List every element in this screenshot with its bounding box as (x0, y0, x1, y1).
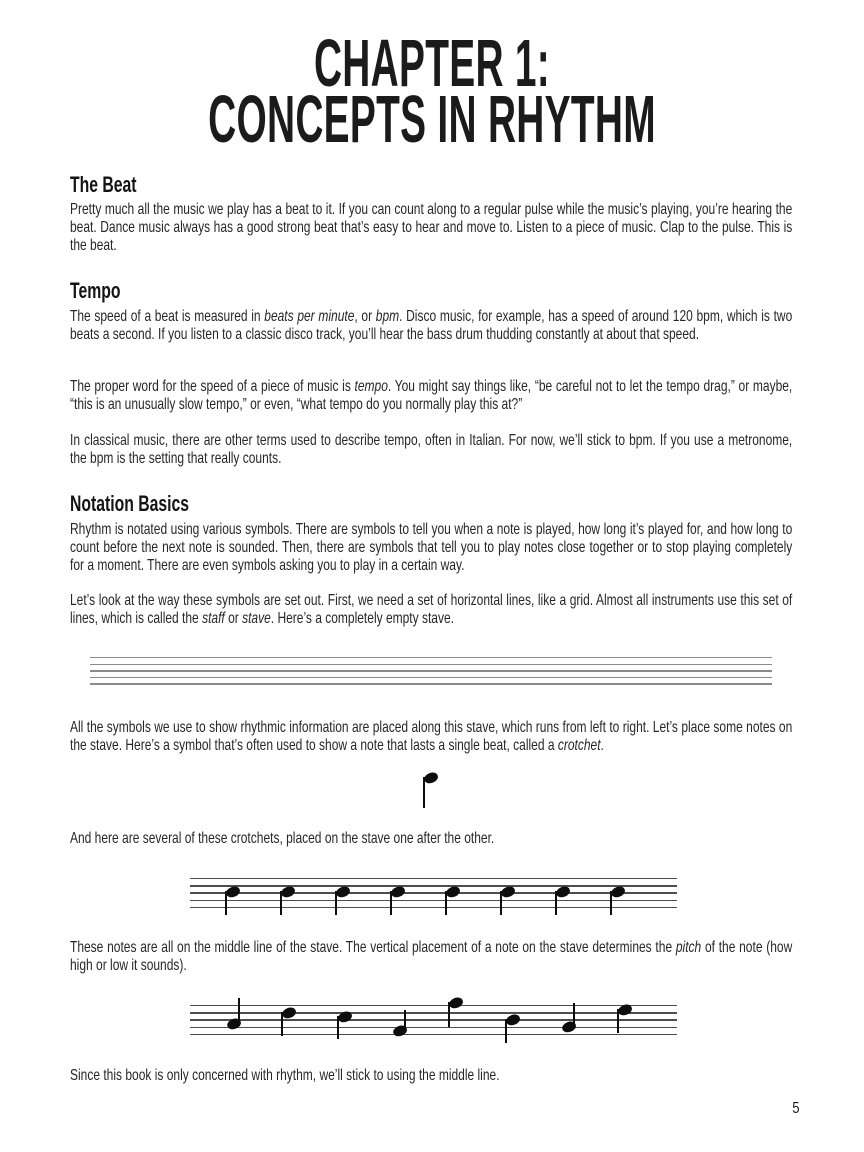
italic-term: beats per minute (264, 308, 355, 325)
paragraph-crotchet-intro (70, 719, 792, 755)
stave-varied-pitch-notes (190, 1005, 677, 1036)
paragraph-notation-1 (70, 521, 792, 575)
note-stem (390, 891, 392, 915)
text-run: Since this book is only concerned with rhythm, we’ll stick to using the middle line. (70, 1067, 500, 1084)
italic-term: crotchet (557, 736, 601, 754)
italic-term: bpm (375, 308, 400, 325)
stave-line (90, 670, 772, 671)
stave-line (190, 1005, 677, 1006)
text-run: These notes are all on the middle line of the stave. The vertical placement of a note on the stave determines the (70, 939, 676, 956)
chapter-title (0, 26, 864, 157)
note-stem (238, 998, 240, 1026)
paragraph-tempo-2 (70, 378, 792, 414)
section-heading-the-beat: The Beat (70, 172, 137, 197)
paragraph-tempo-3 (70, 432, 792, 468)
stave-line (190, 892, 677, 893)
paragraph-notation-2 (70, 592, 792, 628)
stave-line (190, 1027, 677, 1028)
text-run: All the symbols we use to show rhythmic information are placed along this stave, which runs from left to right. Let’s place some notes on the stave. Here’s a symbol that’s often used to show a note that lasts a single beat, called a (70, 719, 793, 754)
paragraph-the-beat (70, 201, 792, 255)
note-stem (281, 1012, 283, 1036)
stave-line (90, 657, 772, 658)
stave-line (190, 1012, 677, 1013)
chapter-title-line2: CONCEPTS IN RHYTHM (208, 82, 656, 157)
chapter-title-line1: CHAPTER 1: (313, 26, 551, 101)
note-stem (448, 1002, 450, 1027)
stave-line (190, 900, 677, 901)
text-run: . Disco music, for example, has a speed of around 120 bpm, which is two beats a second. If you listen to a classic disco track, you’ll hear the bass drum thudding constantly at about that speed. (70, 308, 793, 343)
note-stem (555, 891, 557, 915)
note-stem (445, 891, 447, 915)
note-stem (573, 1003, 575, 1029)
text-run: or (224, 609, 243, 627)
note-stem (500, 891, 502, 915)
stave-line (90, 677, 772, 678)
italic-term: tempo (354, 378, 388, 395)
note-stem (423, 777, 425, 808)
text-run: of the note (how high or low it sounds). (70, 939, 793, 974)
stave-line (190, 907, 677, 908)
paragraph-crotchets-on-stave (70, 830, 792, 848)
stave-line (90, 664, 772, 665)
note-stem (335, 891, 337, 915)
italic-term: staff (202, 609, 225, 627)
paragraph-middle-line (70, 1067, 792, 1085)
stave-line (190, 885, 677, 886)
page-number: 5 (792, 1100, 800, 1117)
note-stem (404, 1010, 406, 1033)
note-stem (225, 891, 227, 915)
section-heading-tempo: Tempo (70, 278, 121, 303)
text-run: The proper word for the speed of a piece of music is (70, 378, 355, 395)
text-run: Rhythm is notated using various symbols. There are symbols to tell you when a note is played, how long it’s played for, and how long to count before the next note is sounded. Then, there are symbols that tell you to play notes close together or to stop playing completely for a moment. There are even symbols asking you to play in a certain way. (70, 521, 793, 574)
italic-term: pitch (675, 939, 702, 956)
text-run: . (600, 736, 604, 754)
italic-term: stave (242, 609, 271, 627)
text-run: , or (354, 308, 376, 325)
section-heading-notation-basics: Notation Basics (70, 491, 190, 516)
text-run: In classical music, there are other terms used to describe tempo, often in Italian. For now, we’ll stick to bpm. If you use a metronome, the bpm is the setting that really counts. (70, 432, 793, 467)
stave-line (190, 1019, 677, 1020)
text-run: Let’s look at the way these symbols are set out. First, we need a set of horizontal lines, like a grid. Almost all instruments use this set of lines, which is called the (70, 592, 793, 627)
empty-stave (90, 657, 772, 685)
note-stem (505, 1019, 507, 1043)
paragraph-pitch (70, 939, 792, 975)
stave-line (190, 1034, 677, 1035)
paragraph-tempo-1 (70, 308, 792, 344)
text-run: The speed of a beat is measured in (70, 308, 265, 325)
text-run: . Here’s a completely empty stave. (270, 609, 454, 627)
stave-line (190, 878, 677, 879)
text-run: Pretty much all the music we play has a beat to it. If you can count along to a regular pulse while the music’s playing, you’re hearing the beat. Dance music always has a good strong beat that’s easy to hear and move to. Listen to a piece of music. Clap to the pulse. This is the beat. (70, 201, 793, 254)
single-crotchet-symbol (423, 772, 443, 812)
note-stem (337, 1016, 339, 1039)
text-run: And here are several of these crotchets, placed on the stave one after the other. (70, 830, 495, 847)
stave-line (90, 683, 772, 684)
note-stem (617, 1009, 619, 1033)
note-stem (610, 891, 612, 915)
stave-middle-line-notes (190, 878, 677, 909)
text-run: . You might say things like, “be careful not to let the tempo drag,” or maybe, “this is an unusually slow tempo,” or even, “what tempo do you normally play this at?” (70, 378, 793, 413)
note-stem (280, 891, 282, 915)
